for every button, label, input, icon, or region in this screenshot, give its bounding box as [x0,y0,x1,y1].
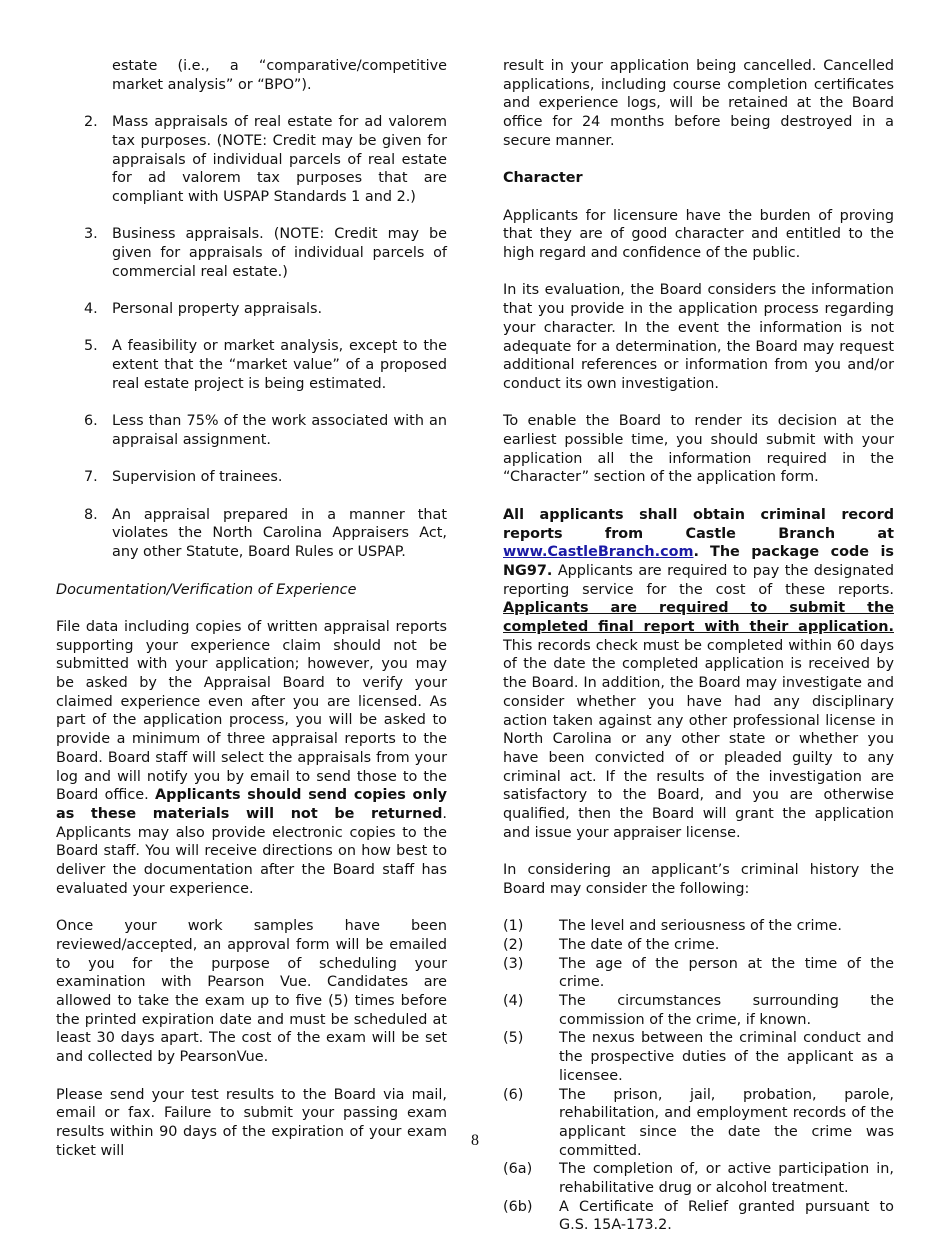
non-qualifying-experience-list [56,113,447,562]
list-item: (6a) The completion of, or active participation in, rehabilitative drug or alcohol treatment. [503,1161,894,1197]
cancellation-paragraph: result in your application being cancelled. Cancelled applications, including course completion certificates and experience logs, will be retained at the Board office for 24 months before being destroyed in a secure manner. [503,58,894,149]
character-paragraph-3: To enable the Board to render its decision at the earliest possible time, you should submit with your application all the information required in the “Character” section of the application form. [503,413,894,486]
list-continuation: estate (i.e., a “comparative/competitive market analysis” or “BPO”). [112,58,447,93]
submit-report-requirement: Applicants are required to submit the completed final report with their application. [503,600,894,636]
character-paragraph-1: Applicants for licensure have the burden of proving that they are of good character and entitled to the high regard and confidence of the public. [503,207,894,261]
package-code: The package code is NG97. [503,544,895,579]
documentation-paragraph-2: Once your work samples have been reviewed/accepted, an approval form will be emailed to you for the purpose of scheduling your examination with Pearson Vue. Candidates are allowed to take the exam up to five (5) times before the printed expiration date and must be scheduled at least 30 days apart. The cost of the exam will be set and collected by PearsonVue. [56,918,447,1066]
list-item: (1) The level and seriousness of the crime. [503,918,842,935]
page-number: 8 [471,1132,479,1149]
list-item: 3. Business appraisals. (NOTE: Credit may be given for appraisals of individual parcels of commercial real estate.) [84,226,447,280]
character-paragraph-2: In its evaluation, the Board considers the information that you provide in the application process regarding your character. In the event the information is not adequate for a determination, the Board may request additional references or information from you and/or conduct its own investigation. [503,282,894,392]
right-column [503,57,894,1235]
criminal-history-criteria-list [503,917,894,1235]
list-item: (6b) A Certificate of Relief granted pursuant to G.S. 15A-173.2. [503,1198,894,1234]
list-item: (3) The age of the person at the time of the crime. [503,955,894,991]
return-warning: Applicants should send copies only as these materials will not be returned [56,787,448,822]
criminal-history-intro: In considering an applicant’s criminal history the Board may consider the following: [503,862,894,897]
criminal-record-paragraph: All applicants shall obtain criminal record reports from Castle Branch at www.CastleBranch.com. The package code is NG97. Applicants are required to pay the designated reporting service for the cost of these reports. Applicants are required to submit the completed final report with their application. This records check must be completed within 60 days of the date the completed application is received by the Board. In addition, the Board may investigate and consider whether you have had any disciplinary action taken against any other professional license in North Carolina or any other state or whether you have been convicted of or pleaded guilty to any criminal act. If the results of the investigation are satisfactory to the Board, and you are otherwise qualified, then the Board will grant the application and issue your appraiser license. [503,506,895,841]
list-item: (6) The prison, jail, probation, parole, rehabilitation, and employment records of the applicant since the date the crime was committed. [503,1086,894,1159]
character-heading: Character [503,170,583,187]
list-item: (5) The nexus between the criminal conduct and the prospective duties of the applicant as a licensee. [503,1030,894,1084]
documentation-paragraph-3: Please send your test results to the Board via mail, email or fax. Failure to submit your passing exam results within 90 days of the expiration of your exam ticket will [56,1086,447,1159]
list-item: 4. Personal property appraisals. [84,301,323,318]
documentation-heading: Documentation/Verification of Experience [56,581,357,598]
list-item: 5. A feasibility or market analysis, except to the extent that the “market value” of a proposed real estate project is being estimated. [84,338,447,392]
list-item: (4) The circumstances surrounding the commission of the crime, if known. [503,993,894,1028]
list-item: 7. Supervision of trainees. [84,469,283,486]
list-item: 2. Mass appraisals of real estate for ad valorem tax purposes. (NOTE: Credit may be given for appraisals of individual parcels of real estate for ad valorem tax purposes that are compliant with USPAP Standards 1 and 2.) [84,114,447,205]
list-item: (2) The date of the crime. [503,936,720,953]
left-column [56,57,447,1179]
list-item: 6. Less than 75% of the work associated with an appraisal assignment. [84,413,447,448]
documentation-paragraph-1: File data including copies of written appraisal reports supporting your experience claim should not be submitted with your application; however, you may be asked by the Appraisal Board to verify your claimed experience even after you are licensed. As part of the application process, you will be asked to provide a minimum of three appraisal reports to the Board. Board staff will select the appraisals from your log and will notify you by email to send those to the Board office. Applicants should send copies only as these materials will not be returned. Applicants may also provide electronic copies to the Board staff. You will receive directions on how best to deliver the documentation after the Board staff has evaluated your experience. [56,618,448,897]
castlebranch-link[interactable]: www.CastleBranch.com [503,544,694,561]
list-item: 8. An appraisal prepared in a manner that violates the North Carolina Appraisers Act, any other Statute, Board Rules or USPAP. [84,506,447,561]
